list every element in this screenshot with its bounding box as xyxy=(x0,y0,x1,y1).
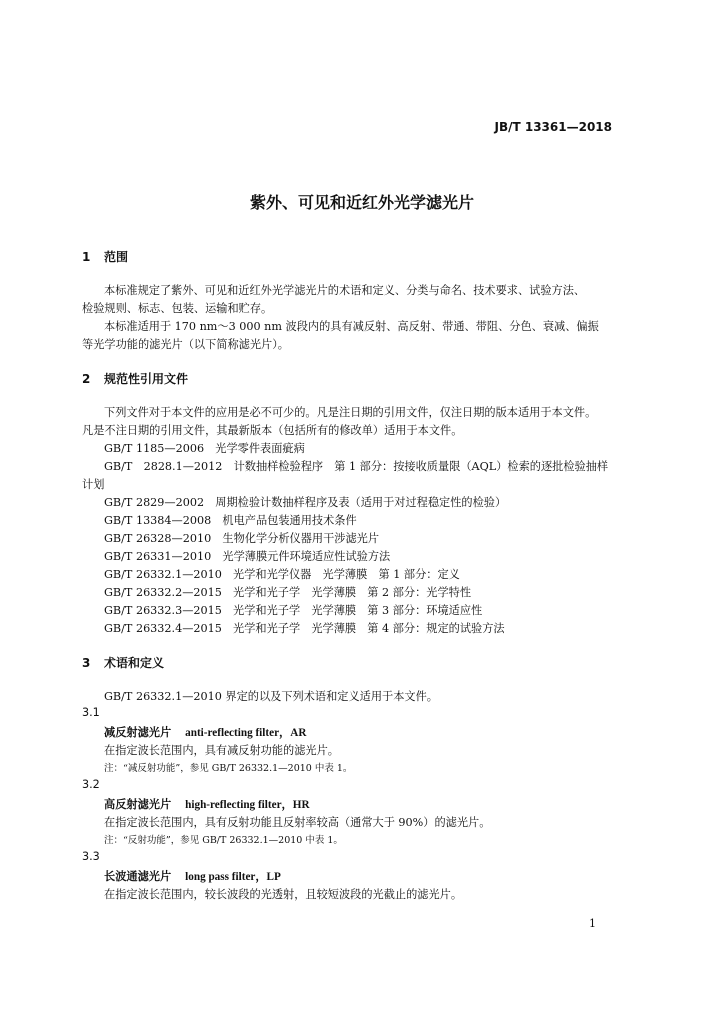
term-note: 注：“减反射功能”，参见 GB/T 26332.1—2010 中表 1。 xyxy=(104,763,353,774)
terms-intro: GB/T 26332.1—2010 界定的以及下列术语和定义适用于本文件。 xyxy=(104,690,438,703)
term-english: long pass filter，LP xyxy=(185,871,281,883)
scope-para2-line1: 本标准适用于 170 nm～3 000 nm 波段内的具有减反射、高反射、带通、带阻、分色、衰减、偏振 xyxy=(104,320,599,333)
term-note: 注：“反射功能”，参见 GB/T 26332.1—2010 中表 1。 xyxy=(104,835,343,846)
term-heading xyxy=(104,868,281,884)
scope-para2-line2: 等光学功能的滤光片（以下简称滤光片）。 xyxy=(82,338,289,351)
scope-para1-line1: 本标准规定了紫外、可见和近红外光学滤光片的术语和定义、分类与命名、技术要求、试验方法、 xyxy=(104,284,586,297)
reference-item: GB/T 26328—2010 生物化学分析仪器用干涉滤光片 xyxy=(104,532,380,545)
reference-item: GB/T 26332.4—2015 光学和光子学 光学薄膜 第 4 部分：规定的试验方法 xyxy=(104,622,505,635)
reference-item: GB/T 26332.3—2015 光学和光子学 光学薄膜 第 3 部分：环境适应性 xyxy=(104,604,483,617)
reference-item: GB/T 26332.2—2015 光学和光子学 光学薄膜 第 2 部分：光学特性 xyxy=(104,586,472,599)
section-3-title: 术语和定义 xyxy=(104,656,165,670)
section-1-number: 1 xyxy=(82,250,91,264)
reference-item: GB/T 2828.1—2012 计数抽样检验程序 第 1 部分：按接收质量限（AQL）检索的逐批检验抽样 xyxy=(104,460,609,473)
section-1-heading xyxy=(82,248,128,265)
term-heading xyxy=(104,796,310,812)
reference-item-continuation: 计划 xyxy=(82,478,105,491)
section-1-title: 范围 xyxy=(104,250,129,264)
section-2-title: 规范性引用文件 xyxy=(104,372,189,386)
references-para-line1: 下列文件对于本文件的应用是必不可少的。凡是注日期的引用文件，仅注日期的版本适用于本文件。 xyxy=(104,406,597,419)
clause-number: 3.2 xyxy=(82,778,100,791)
reference-item: GB/T 1185—2006 光学零件表面疵病 xyxy=(104,442,305,455)
section-2-number: 2 xyxy=(82,372,91,386)
page-number: 1 xyxy=(589,917,596,930)
document-title: 紫外、可见和近红外光学滤光片 xyxy=(249,193,474,212)
term-english: anti-reflecting filter，AR xyxy=(185,727,307,739)
term-english: high-reflecting filter，HR xyxy=(185,799,310,811)
standard-number: JB/T 13361—2018 xyxy=(494,120,612,134)
term-chinese: 减反射滤光片 xyxy=(104,725,172,739)
section-2-heading xyxy=(82,370,188,387)
term-chinese: 高反射滤光片 xyxy=(104,797,172,811)
references-para-line2: 凡是不注日期的引用文件，其最新版本（包括所有的修改单）适用于本文件。 xyxy=(82,424,463,437)
reference-item: GB/T 26332.1—2010 光学和光学仪器 光学薄膜 第 1 部分：定义 xyxy=(104,568,460,581)
term-definition: 在指定波长范围内，具有减反射功能的滤光片。 xyxy=(104,744,339,757)
reference-item: GB/T 13384—2008 机电产品包装通用技术条件 xyxy=(104,514,357,527)
clause-number: 3.3 xyxy=(82,850,100,863)
term-chinese: 长波通滤光片 xyxy=(104,869,172,883)
reference-item: GB/T 26331—2010 光学薄膜元件环境适应性试验方法 xyxy=(104,550,391,563)
reference-item: GB/T 2829—2002 周期检验计数抽样程序及表（适用于对过程稳定性的检验） xyxy=(104,496,507,509)
term-heading xyxy=(104,724,306,740)
section-3-number: 3 xyxy=(82,656,91,670)
scope-para1-line2: 检验规则、标志、包装、运输和贮存。 xyxy=(82,302,273,315)
section-3-heading xyxy=(82,654,164,671)
clause-number: 3.1 xyxy=(82,706,100,719)
term-definition: 在指定波长范围内，具有反射功能且反射率较高（通常大于 90%）的滤光片。 xyxy=(104,816,491,829)
term-definition: 在指定波长范围内，较长波段的光透射，且较短波段的光截止的滤光片。 xyxy=(104,888,463,901)
